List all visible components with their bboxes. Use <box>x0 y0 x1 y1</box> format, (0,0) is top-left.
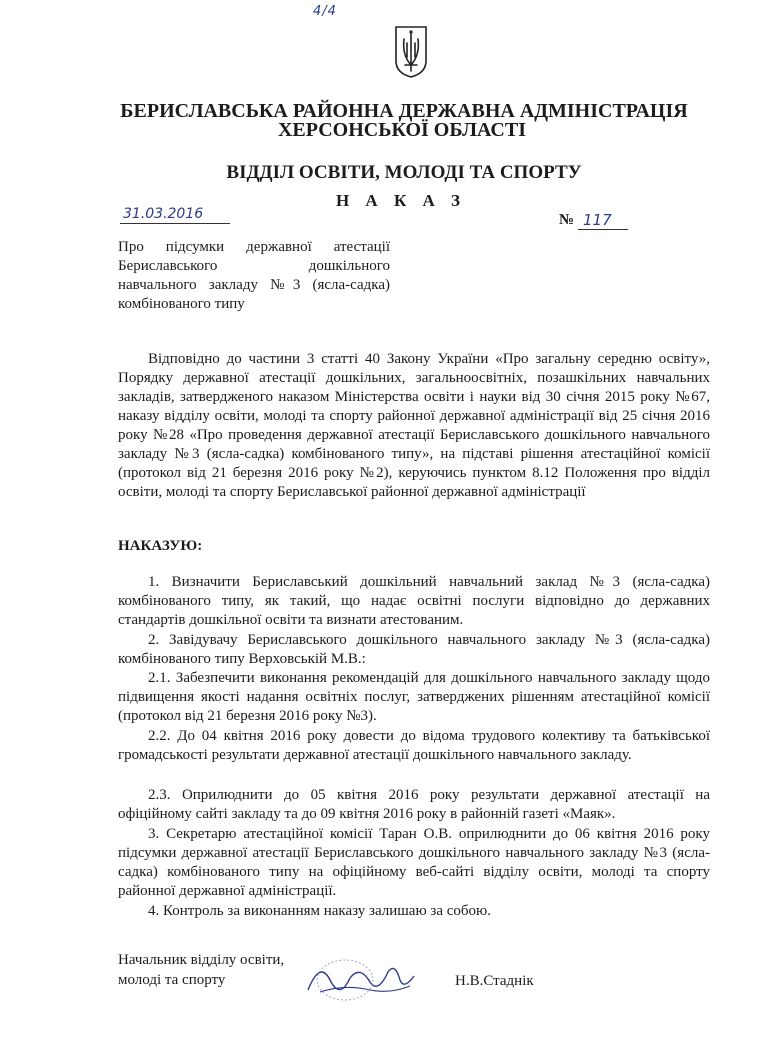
subject-line: Бериславського дошкільного <box>118 258 390 274</box>
order-subitem: 2.1. Забезпечити виконання рекомендацій для дошкільного навчального закладу щодо підвищення якості надання освітніх послуг, затверджених рішенням атестаційної комісії (протокол від 21 березня 2016 року №3). <box>118 670 710 724</box>
order-item: 3. Секретарю атестаційної комісії Таран О.В. оприлюднити до 06 квітня 2016 року підсумки державної атестації Бериславського дошкільного навчального закладу №3 (ясла-садка) комбінованого типу на офіційному веб-сайті відділу освіти, молоді та спорту районної державної адміністрації. <box>118 826 710 899</box>
order-item: 4. Контроль за виконанням наказу залишаю за собою. <box>148 903 491 919</box>
subject-line: комбінованого типу <box>118 296 245 312</box>
order-number: 117 <box>583 211 612 229</box>
order-subitem: 2.3. Оприлюднити до 05 квітня 2016 року результати державної атестації на офіційному сайті закладу та до 09 квітня 2016 року в районній газеті «Маяк». <box>118 787 710 822</box>
organization-region: ХЕРСОНСЬКОЇ ОБЛАСТІ <box>277 119 526 141</box>
order-item: 2. Завідувачу Бериславського дошкільного навчального закладу №3 (ясла-садка) комбінованого типу Верховській М.В.: <box>118 632 710 667</box>
number-underline <box>578 229 628 230</box>
handwritten-signature <box>300 950 420 1010</box>
position-line: молоді та спорту <box>118 972 226 988</box>
decree-heading: НАКАЗУЮ: <box>118 538 203 554</box>
order-number-label: № <box>559 212 575 228</box>
signatory-name: Н.В.Стаднік <box>455 973 534 989</box>
order-item: 1. Визначити Бериславський дошкільний навчальний заклад №3 (ясла-садка) комбінованого типу, як такий, що надає освітні послуги відповідно до державних стандартів дошкільної освіти та визнати атестованим. <box>118 574 710 628</box>
organization-name: БЕРИСЛАВСЬКА РАЙОННА ДЕРЖАВНА АДМІНІСТРАЦІЯ <box>120 100 688 122</box>
subject-line: Про підсумки державної атестації <box>118 239 390 255</box>
position-line: Начальник відділу освіти, <box>118 952 285 968</box>
order-date: 31.03.2016 <box>123 206 204 222</box>
trident-emblem-icon <box>394 25 428 79</box>
handwritten-page-mark: 4/4 <box>313 4 337 19</box>
subject-line: навчального закладу №3 (ясла-садка) <box>118 277 390 293</box>
document-type: Н А К А З <box>335 191 467 210</box>
order-subject <box>118 238 390 314</box>
department-name: ВІДДІЛ ОСВІТИ, МОЛОДІ ТА СПОРТУ <box>226 162 582 183</box>
preamble-paragraph: Відповідно до частини 3 статті 40 Закону України «Про загальну середню освіту», Порядку державної атестації дошкільних, загальноосвітніх, позашкільних навчальних закладів, затвердженого наказом Міністерства освіти і науки від 30 січня 2015 року №67, наказу відділу освіти, молоді та спорту районної державної адміністрації від 25 січня 2016 року №28 «Про проведення державної атестації Бериславського дошкільного навчального закладу №3 (ясла-садка) комбінованого типу», на підставі рішення атестаційної комісії (протокол від 21 березня 2016 року №2), керуючись пунктом 8.12 Положення про відділ освіти, молоді та спорту Бериславської районної державної адміністрації <box>118 351 710 500</box>
date-underline <box>120 223 230 224</box>
signatory-position <box>118 950 284 990</box>
order-subitem: 2.2. До 04 квітня 2016 року довести до відома трудового колективу та батьківської громадськості результати державної атестації дошкільного навчального закладу. <box>118 728 710 763</box>
